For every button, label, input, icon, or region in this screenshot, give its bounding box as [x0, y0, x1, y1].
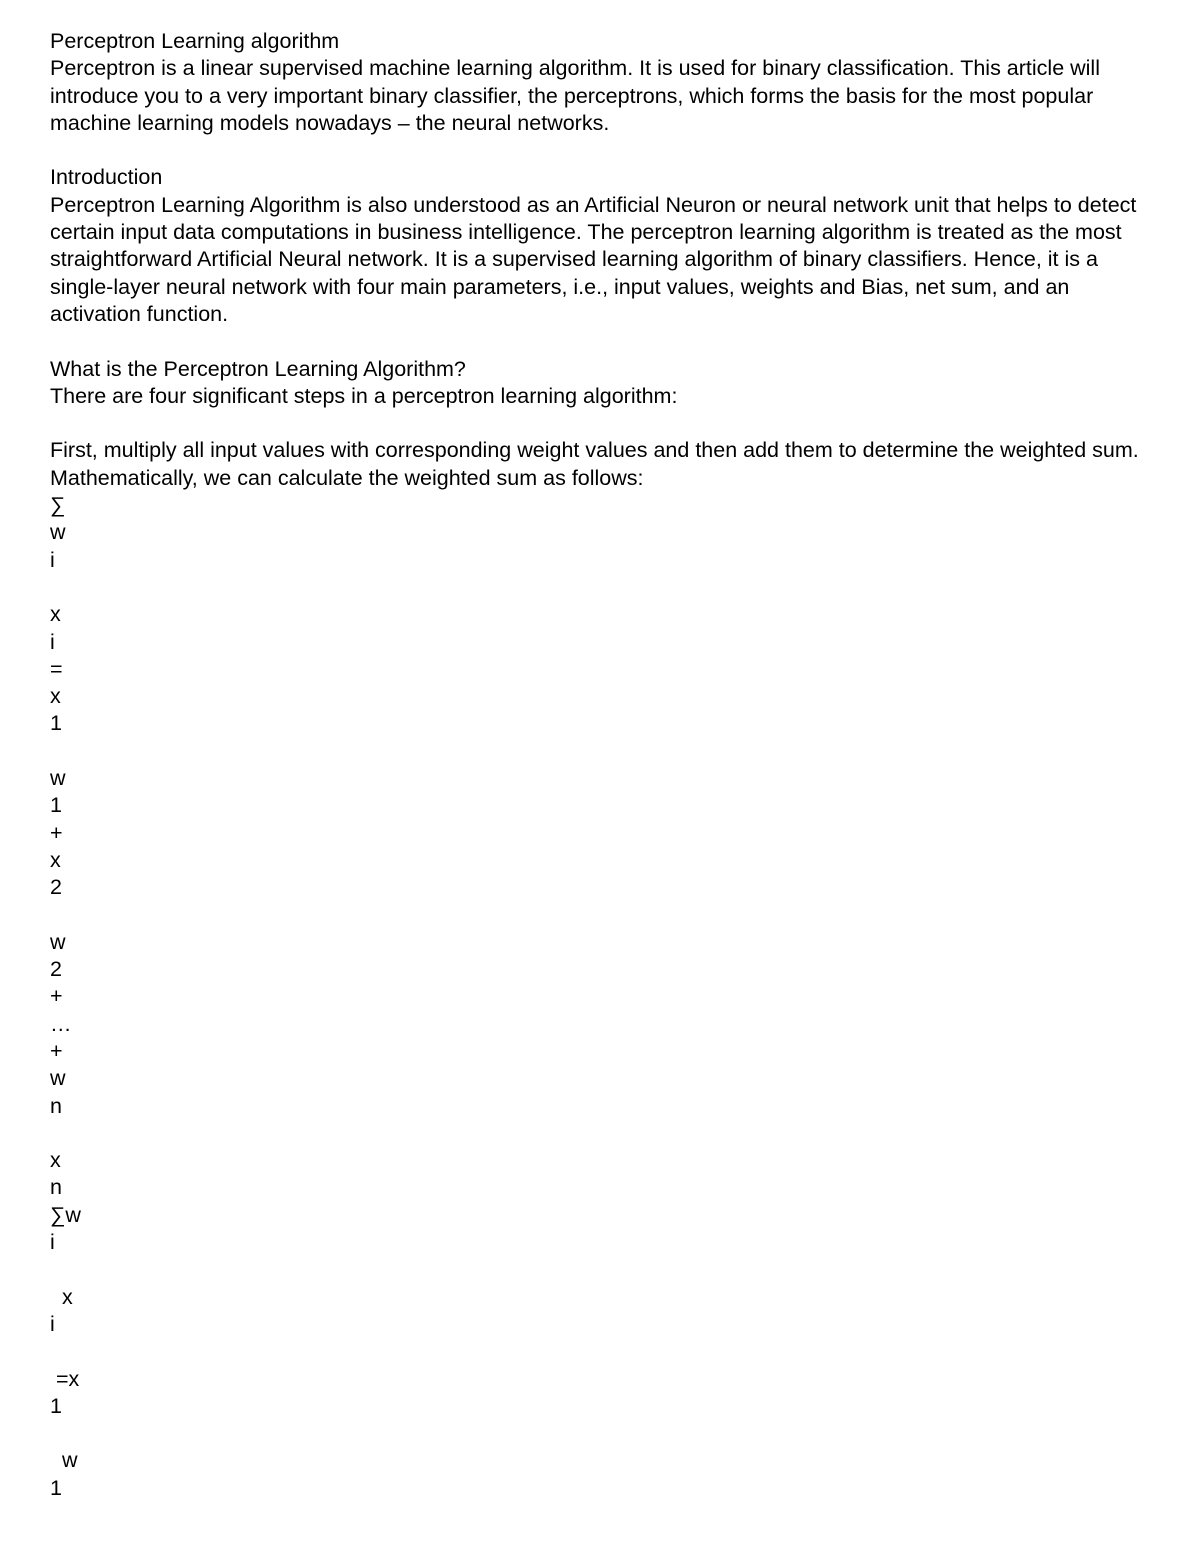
equation-token: = — [50, 656, 63, 681]
equation-token — [50, 1256, 1160, 1283]
equation-token: w — [50, 1066, 66, 1091]
equation-token — [50, 738, 1160, 765]
equation-token: x — [50, 684, 61, 709]
equation-token: n — [50, 1093, 62, 1118]
equation-token — [50, 1120, 1160, 1147]
paragraph-gap — [50, 328, 1160, 355]
equation-token: 2 — [50, 957, 62, 982]
equation-token — [50, 1338, 1160, 1365]
paragraph-gap — [50, 410, 1160, 437]
equation-token: n — [50, 1175, 62, 1200]
equation-token: 1 — [50, 1393, 62, 1418]
equation-token — [50, 1420, 1160, 1447]
section-heading-what: What is the Perceptron Learning Algorithm? — [50, 356, 466, 381]
equation-token: w — [50, 929, 66, 954]
equation-token — [50, 574, 1160, 601]
document-title: Perceptron Learning algorithm — [50, 29, 340, 53]
equation-token: 1 — [50, 793, 62, 818]
equation-token: w — [50, 766, 66, 791]
equation-token: =x — [50, 1366, 80, 1391]
intro-paragraph: Perceptron is a linear supervised machine learning algorithm. It is used for binary classification. This article will introduce you to a very important binary classifier, the perceptrons, which forms the basis for the most popular machine learning models nowadays – the neural networks. — [50, 56, 1100, 135]
equation-token: + — [50, 1038, 63, 1063]
equation-token: i — [50, 629, 55, 654]
equation-token: i — [50, 1311, 55, 1336]
equation-token: + — [50, 820, 63, 845]
equation-token: + — [50, 984, 63, 1009]
weighted-sum-equation — [50, 492, 1160, 1502]
equation-token: w — [50, 1448, 78, 1473]
equation-token: x — [50, 847, 61, 872]
equation-token: w — [50, 520, 66, 545]
equation-token: 1 — [50, 1475, 62, 1500]
equation-token: ∑ — [50, 493, 66, 518]
equation-token: … — [50, 1011, 72, 1036]
document-page — [50, 28, 1160, 1502]
equation-token — [50, 902, 1160, 929]
equation-token: i — [50, 547, 55, 572]
section-heading-introduction: Introduction — [50, 165, 163, 190]
equation-token: ∑w — [50, 1202, 81, 1227]
equation-token: i — [50, 1230, 55, 1255]
equation-token: x — [50, 1284, 73, 1309]
equation-token: 2 — [50, 875, 62, 900]
paragraph-gap — [50, 137, 1160, 164]
section-body-introduction: Perceptron Learning Algorithm is also understood as an Artificial Neuron or neural network unit that helps to detect certain input data computations in business intelligence. The perceptron learning algorithm is treated as the most straightforward Artificial Neural network. It is a supervised learning algorithm of binary classifiers. Hence, it is a single-layer neural network with four main parameters, i.e., input values, weights and Bias, net sum, and an activation function. — [50, 192, 1137, 326]
equation-token: x — [50, 1148, 61, 1173]
equation-token: 1 — [50, 711, 62, 736]
equation-token: x — [50, 602, 61, 627]
section-body-what: There are four significant steps in a perceptron learning algorithm: — [50, 383, 678, 408]
step-first-paragraph: First, multiply all input values with corresponding weight values and then add them to determine the weighted sum. Mathematically, we can calculate the weighted sum as follows: — [50, 438, 1139, 490]
